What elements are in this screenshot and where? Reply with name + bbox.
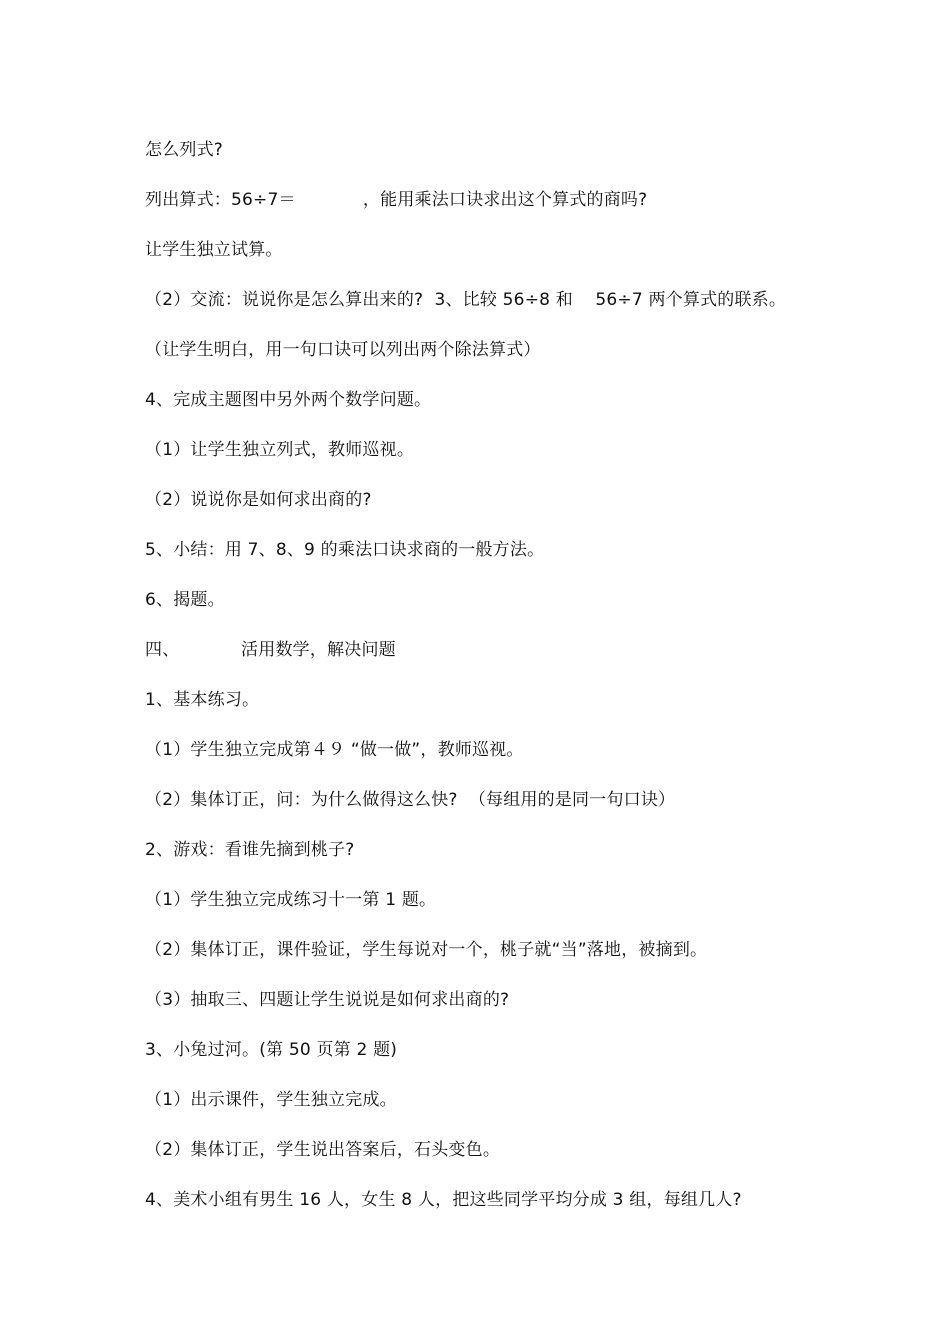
text-line: （1）学生独立完成第４９ “做一做”，教师巡视。: [145, 740, 524, 760]
text-line: 6、揭题。: [145, 590, 225, 610]
text-line: （2）说说你是如何求出商的?: [145, 490, 372, 510]
text-line: 4、完成主题图中另外两个数学问题。: [145, 390, 432, 410]
text-line: 2、游戏：看谁先摘到桃子?: [145, 840, 355, 860]
text-line: （1）让学生独立列式，教师巡视。: [145, 440, 415, 460]
text-line: （2）集体订正，课件验证，学生每说对一个，桃子就“当”落地，被摘到。: [145, 940, 708, 960]
text-line: 列出算式：56÷7＝ ，能用乘法口诀求出这个算式的商吗?: [145, 190, 648, 210]
text-line: （让学生明白，用一句口诀可以列出两个除法算式）: [145, 340, 541, 360]
text-line: 5、小结：用 7、8、9 的乘法口诀求商的一般方法。: [145, 540, 545, 560]
text-line: 让学生独立试算。: [145, 240, 283, 260]
text-line: （1）学生独立完成练习十一第 1 题。: [145, 890, 437, 910]
text-line: 怎么列式?: [145, 140, 224, 160]
text-line: （2）集体订正，学生说出答案后，石头变色。: [145, 1140, 501, 1160]
text-line: （3）抽取三、四题让学生说说是如何求出商的?: [145, 990, 510, 1010]
text-line: （2）交流：说说你是怎么算出来的? 3、比较 56÷8 和 56÷7 两个算式的联系。: [145, 290, 787, 310]
text-line: 4、美术小组有男生 16 人，女生 8 人，把这些同学平均分成 3 组，每组几人?: [145, 1190, 742, 1210]
text-line: 3、小兔过河。(第 50 页第 2 题): [145, 1040, 398, 1060]
text-line: （1）出示课件，学生独立完成。: [145, 1090, 397, 1110]
text-line: 1、基本练习。: [145, 690, 260, 710]
text-line: （2）集体订正，问：为什么做得这么快? （每组用的是同一句口诀）: [145, 790, 676, 810]
section-heading: 四、 活用数学，解决问题: [145, 640, 396, 660]
